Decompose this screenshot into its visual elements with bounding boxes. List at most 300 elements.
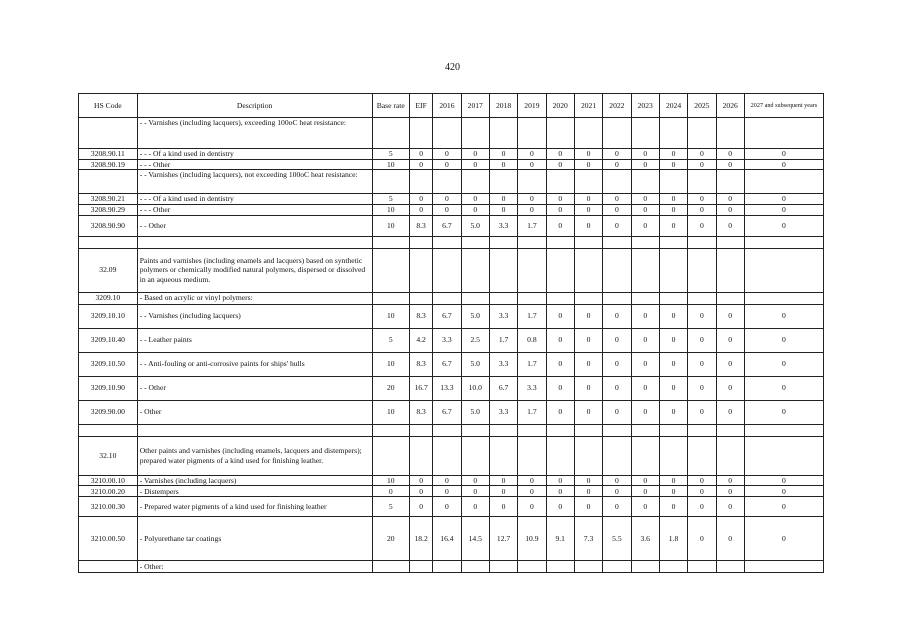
hs-code-cell: 3209.10.90	[79, 376, 138, 400]
rate-cell: 0	[688, 159, 716, 170]
rate-cell: 0	[574, 328, 602, 352]
rate-cell: 6.7	[489, 376, 517, 400]
rate-cell: 0	[744, 328, 823, 352]
rate-cell	[461, 424, 489, 436]
rate-cell: 0	[518, 204, 546, 215]
rate-cell: 0	[603, 497, 631, 517]
rate-cell: 0	[688, 475, 716, 486]
rate-cell: 0	[688, 215, 716, 236]
rate-cell	[461, 561, 489, 573]
rate-cell: 6.7	[433, 400, 461, 424]
rate-cell: 0	[659, 497, 687, 517]
rate-cell: 0	[744, 400, 823, 424]
rate-cell	[631, 248, 659, 292]
table-row	[79, 497, 824, 517]
rate-cell: 3.3	[489, 304, 517, 328]
rate-cell: 14.5	[461, 517, 489, 561]
rate-cell: 0	[631, 304, 659, 328]
header-row	[79, 94, 824, 118]
rate-cell: 1.7	[518, 215, 546, 236]
column-header-hs-code: HS Code	[79, 94, 138, 118]
rate-cell: 8.3	[409, 352, 432, 376]
rate-cell	[603, 118, 631, 149]
rate-cell	[603, 292, 631, 304]
rate-cell: 0	[409, 204, 432, 215]
rate-cell: 0	[716, 215, 744, 236]
rate-cell	[489, 424, 517, 436]
rate-cell: 0	[433, 159, 461, 170]
rate-cell	[518, 424, 546, 436]
rate-cell: 0	[433, 486, 461, 497]
rate-cell: 0	[688, 328, 716, 352]
rate-cell	[546, 436, 574, 475]
rate-cell	[433, 118, 461, 149]
hs-code-cell: 3210.00.10	[79, 475, 138, 486]
rate-cell: 1.7	[518, 304, 546, 328]
rate-cell: 0	[744, 194, 823, 205]
rate-cell: 1.8	[659, 517, 687, 561]
hs-code-cell: 3210.00.30	[79, 497, 138, 517]
column-header-2019: 2019	[518, 94, 546, 118]
rate-cell: 5	[372, 328, 409, 352]
rate-cell: 0	[688, 517, 716, 561]
rate-cell	[631, 236, 659, 248]
rate-cell	[489, 292, 517, 304]
rate-cell: 0	[603, 204, 631, 215]
rate-cell: 0	[744, 304, 823, 328]
table-row	[79, 204, 824, 215]
table-row	[79, 292, 824, 304]
rate-cell: 1.7	[518, 400, 546, 424]
rate-cell	[574, 424, 602, 436]
rate-cell: 0	[716, 194, 744, 205]
hs-code-cell: 3209.10.10	[79, 304, 138, 328]
rate-cell	[409, 236, 432, 248]
rate-cell: 0	[716, 486, 744, 497]
rate-cell: 0	[744, 215, 823, 236]
rate-cell: 0	[659, 159, 687, 170]
rate-cell	[631, 118, 659, 149]
rate-cell: 10	[372, 475, 409, 486]
rate-cell: 6.7	[433, 304, 461, 328]
hs-code-cell: 3208.90.29	[79, 204, 138, 215]
hs-code-cell: 32.09	[79, 248, 138, 292]
rate-cell: 0	[603, 486, 631, 497]
hs-code-cell	[79, 561, 138, 573]
rate-cell: 0	[744, 517, 823, 561]
rate-cell: 0	[489, 204, 517, 215]
rate-cell: 0	[744, 486, 823, 497]
rate-cell: 0	[409, 497, 432, 517]
rate-cell	[716, 292, 744, 304]
rate-cell: 0	[716, 376, 744, 400]
rate-cell: 0	[744, 475, 823, 486]
rate-cell: 18.2	[409, 517, 432, 561]
rate-cell: 2.5	[461, 328, 489, 352]
hs-code-cell: 32.10	[79, 436, 138, 475]
rate-cell	[744, 236, 823, 248]
column-header-2025: 2025	[688, 94, 716, 118]
table-row	[79, 475, 824, 486]
rate-cell	[489, 118, 517, 149]
rate-cell	[574, 170, 602, 194]
rate-cell: 0	[659, 194, 687, 205]
rate-cell: 10	[372, 352, 409, 376]
rate-cell: 0	[744, 149, 823, 160]
column-header-base-rate: Base rate	[372, 94, 409, 118]
rate-cell: 0	[574, 215, 602, 236]
rate-cell: 0	[631, 215, 659, 236]
column-header-2021: 2021	[574, 94, 602, 118]
rate-cell	[546, 561, 574, 573]
rate-cell: 0	[546, 475, 574, 486]
hs-code-cell: 3209.10.50	[79, 352, 138, 376]
rate-cell: 0	[409, 194, 432, 205]
rate-cell: 0	[716, 304, 744, 328]
rate-cell: 0	[603, 400, 631, 424]
rate-cell	[631, 436, 659, 475]
rate-cell	[489, 436, 517, 475]
rate-cell: 3.3	[489, 215, 517, 236]
hs-code-cell: 3209.10	[79, 292, 138, 304]
rate-cell: 0	[631, 159, 659, 170]
rate-cell: 0	[716, 328, 744, 352]
table-row	[79, 170, 824, 194]
rate-cell: 0	[744, 204, 823, 215]
rate-cell	[433, 292, 461, 304]
rate-cell	[716, 424, 744, 436]
rate-cell: 0	[716, 400, 744, 424]
rate-cell: 0	[716, 497, 744, 517]
rate-cell	[489, 236, 517, 248]
hs-code-cell: 3208.90.19	[79, 159, 138, 170]
rate-cell: 5.0	[461, 215, 489, 236]
rate-cell	[744, 170, 823, 194]
rate-cell	[659, 436, 687, 475]
column-header-2018: 2018	[489, 94, 517, 118]
rate-cell: 3.3	[489, 400, 517, 424]
rate-cell: 5.0	[461, 304, 489, 328]
rate-cell	[518, 248, 546, 292]
rate-cell	[659, 170, 687, 194]
column-header-description: Description	[137, 94, 372, 118]
rate-cell	[603, 436, 631, 475]
description-cell: - - Other	[137, 215, 372, 236]
rate-cell: 0	[518, 475, 546, 486]
description-cell: - - Varnishes (including lacquers), not exceeding 100oC heat resistance:	[137, 170, 372, 194]
rate-cell: 0	[433, 497, 461, 517]
hs-code-cell: 3208.90.90	[79, 215, 138, 236]
rate-cell	[659, 561, 687, 573]
rate-cell: 10	[372, 400, 409, 424]
hs-code-cell: 3209.10.40	[79, 328, 138, 352]
rate-cell	[409, 118, 432, 149]
rate-cell: 0	[409, 475, 432, 486]
rate-cell	[489, 561, 517, 573]
rate-cell: 0	[489, 149, 517, 160]
rate-cell: 0	[546, 497, 574, 517]
rate-cell	[433, 424, 461, 436]
column-header-2026: 2026	[716, 94, 744, 118]
rate-cell	[631, 170, 659, 194]
rate-cell: 16.4	[433, 517, 461, 561]
table-row	[79, 304, 824, 328]
rate-cell: 0	[603, 215, 631, 236]
rate-cell	[518, 436, 546, 475]
column-header-2020: 2020	[546, 94, 574, 118]
rate-cell	[716, 436, 744, 475]
rate-cell	[744, 248, 823, 292]
column-header-2022: 2022	[603, 94, 631, 118]
rate-cell: 0	[631, 352, 659, 376]
rate-cell: 1.7	[489, 328, 517, 352]
table-row	[79, 424, 824, 436]
rate-cell	[574, 436, 602, 475]
rate-cell	[372, 424, 409, 436]
rate-cell: 0	[659, 328, 687, 352]
rate-cell	[372, 236, 409, 248]
rate-cell: 0	[461, 475, 489, 486]
rate-cell: 0	[489, 497, 517, 517]
rate-cell: 0	[659, 352, 687, 376]
rate-cell: 0	[603, 376, 631, 400]
rate-cell: 6.7	[433, 215, 461, 236]
rate-cell: 0	[489, 194, 517, 205]
rate-cell: 10	[372, 159, 409, 170]
rate-cell	[461, 236, 489, 248]
rate-cell: 0	[433, 475, 461, 486]
rate-cell	[409, 561, 432, 573]
description-cell	[137, 236, 372, 248]
column-header-2027-and-subsequent: 2027 and subsequent years	[744, 94, 823, 118]
description-cell: - - - Other	[137, 204, 372, 215]
rate-cell	[518, 118, 546, 149]
rate-cell	[409, 424, 432, 436]
column-header-2024: 2024	[659, 94, 687, 118]
tariff-schedule-table	[78, 93, 824, 573]
rate-cell	[409, 292, 432, 304]
rate-cell: 0	[688, 204, 716, 215]
rate-cell: 0	[546, 486, 574, 497]
description-cell: - - Varnishes (including lacquers)	[137, 304, 372, 328]
rate-cell: 0	[518, 149, 546, 160]
rate-cell	[659, 292, 687, 304]
rate-cell: 3.3	[489, 352, 517, 376]
rate-cell: 0	[433, 194, 461, 205]
rate-cell	[744, 118, 823, 149]
rate-cell: 0	[716, 475, 744, 486]
rate-cell	[546, 292, 574, 304]
rate-cell: 10	[372, 304, 409, 328]
rate-cell	[744, 561, 823, 573]
rate-cell: 0	[716, 159, 744, 170]
rate-cell: 9.1	[546, 517, 574, 561]
description-cell: - Distempers	[137, 486, 372, 497]
rate-cell: 0	[603, 304, 631, 328]
rate-cell: 0	[716, 149, 744, 160]
rate-cell: 0	[409, 486, 432, 497]
rate-cell	[372, 170, 409, 194]
description-cell	[137, 424, 372, 436]
rate-cell: 0	[546, 215, 574, 236]
rate-cell: 0	[546, 352, 574, 376]
rate-cell: 0	[574, 352, 602, 376]
rate-cell	[433, 170, 461, 194]
description-cell: - - Other	[137, 376, 372, 400]
rate-cell: 0	[603, 194, 631, 205]
rate-cell	[518, 170, 546, 194]
rate-cell: 5.0	[461, 352, 489, 376]
description-cell: Paints and varnishes (including enamels and lacquers) based on synthetic polymers or chemically modified natural polymers, dispersed or dissolved in an aqueous medium.	[137, 248, 372, 292]
rate-cell	[372, 118, 409, 149]
rate-cell	[461, 436, 489, 475]
rate-cell	[518, 236, 546, 248]
rate-cell: 0	[574, 204, 602, 215]
table-row	[79, 328, 824, 352]
rate-cell: 0	[688, 149, 716, 160]
rate-cell: 0	[574, 149, 602, 160]
rate-cell: 10.9	[518, 517, 546, 561]
rate-cell	[716, 170, 744, 194]
rate-cell	[574, 118, 602, 149]
rate-cell: 0	[372, 486, 409, 497]
description-cell: - Varnishes (including lacquers)	[137, 475, 372, 486]
table-row	[79, 486, 824, 497]
rate-cell: 8.3	[409, 400, 432, 424]
description-cell: - - - Of a kind used in dentistry	[137, 194, 372, 205]
rate-cell: 0	[603, 328, 631, 352]
rate-cell: 0	[659, 304, 687, 328]
rate-cell: 0	[688, 486, 716, 497]
rate-cell	[433, 561, 461, 573]
table-row	[79, 118, 824, 149]
rate-cell	[688, 170, 716, 194]
rate-cell: 0	[659, 204, 687, 215]
description-cell: - - - Other	[137, 159, 372, 170]
rate-cell: 20	[372, 517, 409, 561]
rate-cell	[603, 248, 631, 292]
rate-cell: 0	[659, 400, 687, 424]
rate-cell: 0	[546, 400, 574, 424]
rate-cell: 20	[372, 376, 409, 400]
rate-cell: 5.0	[461, 400, 489, 424]
rate-cell: 0	[574, 304, 602, 328]
rate-cell: 0	[546, 304, 574, 328]
rate-cell	[372, 292, 409, 304]
column-header-2023: 2023	[631, 94, 659, 118]
rate-cell: 0	[688, 194, 716, 205]
rate-cell: 0	[631, 486, 659, 497]
rate-cell: 0	[461, 497, 489, 517]
rate-cell: 0	[461, 204, 489, 215]
rate-cell	[659, 424, 687, 436]
rate-cell: 0	[631, 400, 659, 424]
description-cell: Other paints and varnishes (including enamels, lacquers and distempers); prepared water pigments of a kind used for finishing leather.	[137, 436, 372, 475]
rate-cell	[372, 561, 409, 573]
rate-cell: 0	[489, 486, 517, 497]
table-row	[79, 149, 824, 160]
rate-cell: 3.6	[631, 517, 659, 561]
rate-cell	[659, 236, 687, 248]
rate-cell: 0	[631, 475, 659, 486]
rate-cell	[744, 292, 823, 304]
table-body	[79, 118, 824, 573]
rate-cell	[744, 436, 823, 475]
table-row	[79, 159, 824, 170]
hs-code-cell	[79, 236, 138, 248]
rate-cell	[688, 292, 716, 304]
rate-cell	[546, 236, 574, 248]
rate-cell	[433, 248, 461, 292]
rate-cell: 0	[688, 497, 716, 517]
table-row	[79, 376, 824, 400]
rate-cell	[574, 236, 602, 248]
description-cell: - - Leather paints	[137, 328, 372, 352]
description-cell: - Based on acrylic or vinyl polymers:	[137, 292, 372, 304]
hs-code-cell: 3208.90.21	[79, 194, 138, 205]
hs-code-cell: 3208.90.11	[79, 149, 138, 160]
column-header-eif: EIF	[409, 94, 432, 118]
rate-cell: 8.3	[409, 215, 432, 236]
description-cell: - Other:	[137, 561, 372, 573]
rate-cell: 13.3	[433, 376, 461, 400]
rate-cell: 0	[659, 215, 687, 236]
rate-cell: 0	[518, 486, 546, 497]
rate-cell: 0	[631, 149, 659, 160]
rate-cell: 0.8	[518, 328, 546, 352]
rate-cell: 12.7	[489, 517, 517, 561]
rate-cell: 0	[461, 194, 489, 205]
rate-cell	[716, 118, 744, 149]
rate-cell	[372, 436, 409, 475]
rate-cell: 0	[574, 497, 602, 517]
rate-cell: 5.5	[603, 517, 631, 561]
rate-cell: 5	[372, 497, 409, 517]
table-row	[79, 215, 824, 236]
rate-cell: 16.7	[409, 376, 432, 400]
rate-cell: 0	[489, 475, 517, 486]
rate-cell: 0	[716, 204, 744, 215]
page-number: 420	[445, 62, 460, 73]
rate-cell: 10	[372, 215, 409, 236]
rate-cell	[631, 292, 659, 304]
rate-cell	[372, 248, 409, 292]
rate-cell	[659, 118, 687, 149]
table-row	[79, 236, 824, 248]
rate-cell: 0	[631, 497, 659, 517]
rate-cell: 0	[631, 204, 659, 215]
hs-code-cell	[79, 424, 138, 436]
rate-cell: 0	[461, 159, 489, 170]
rate-cell	[489, 248, 517, 292]
hs-code-cell: 3209.90.00	[79, 400, 138, 424]
rate-cell	[603, 561, 631, 573]
rate-cell	[574, 561, 602, 573]
rate-cell: 0	[659, 149, 687, 160]
rate-cell: 0	[546, 204, 574, 215]
rate-cell	[603, 170, 631, 194]
rate-cell	[546, 424, 574, 436]
rate-cell: 0	[744, 159, 823, 170]
rate-cell: 0	[603, 352, 631, 376]
rate-cell: 0	[659, 475, 687, 486]
rate-cell	[546, 248, 574, 292]
rate-cell	[659, 248, 687, 292]
rate-cell: 0	[546, 149, 574, 160]
rate-cell	[631, 424, 659, 436]
rate-cell: 0	[688, 376, 716, 400]
rate-cell	[518, 561, 546, 573]
